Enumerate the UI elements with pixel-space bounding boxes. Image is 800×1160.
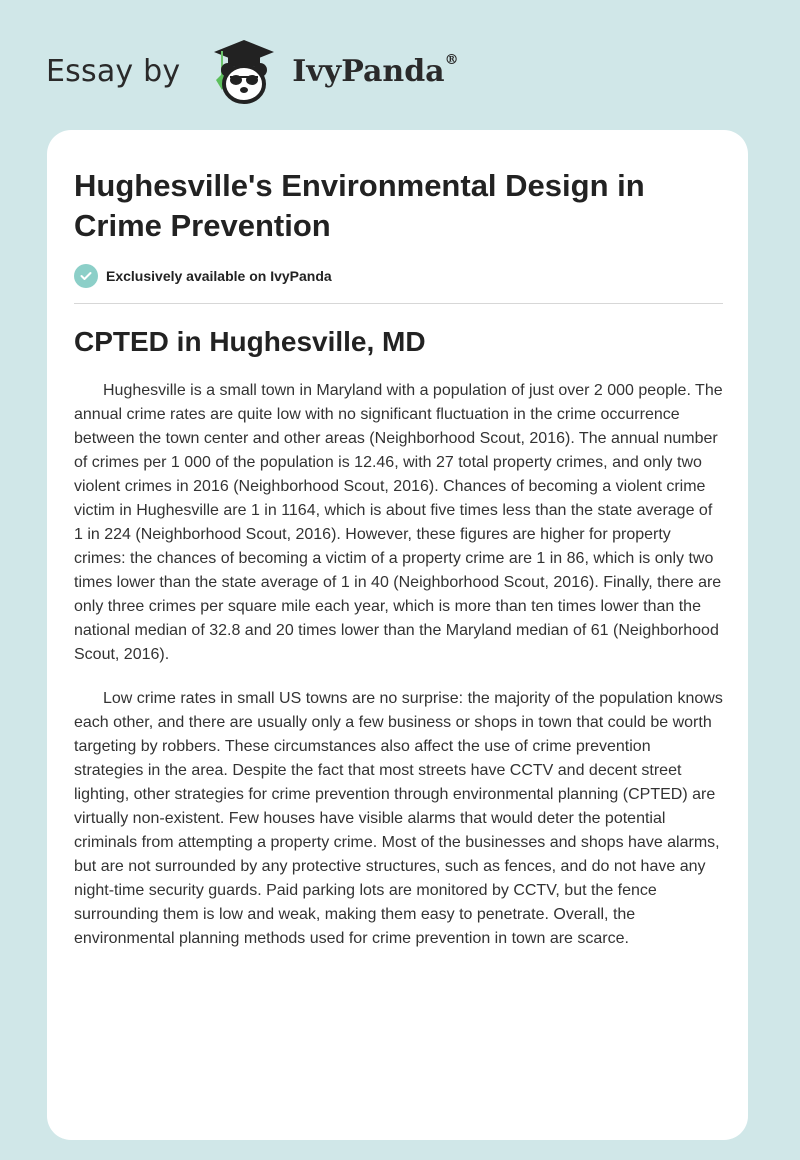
- registered-mark: ®: [444, 51, 459, 68]
- essay-by-label: Essay by: [46, 53, 181, 89]
- exclusive-badge: [74, 264, 332, 288]
- paragraph: Low crime rates in small US towns are no surprise: the majority of the population knows each other, and there are usually only a few business or shops in town that could be worth targeting by robbers. These circumstances also affect the use of crime prevention strategies in the area. Despite the fact that most streets have CCTV and decent street lighting, other strategies for crime prevention through environmental planning (CPTED) are virtually non-existent. Few houses have visible alarms that would deter the potential criminals from attempting a property crime. Most of the businesses and shops have alarms, but are not surrounded by any protective structures, such as fences, and do not have any night-time security guards. Paid parking lots are monitored by CCTV, but the fence surrounding them is low and weak, making them easy to penetrate. Overall, the environmental planning methods used for crime prevention in town are scarce.: [74, 690, 723, 947]
- section-heading: CPTED in Hughesville, MD: [74, 326, 426, 357]
- ivypanda-logo-icon[interactable]: [194, 36, 286, 106]
- brand-name: [292, 51, 459, 89]
- paragraph: Hughesville is a small town in Maryland with a population of just over 2 000 people. The annual crime rates are quite low with no significant fluctuation in the crime occurrence between the town center and other areas (Neighborhood Scout, 2016). The annual number of crimes per 1 000 of the population is 12.46, with 27 total property crimes, and only two violent crimes in 2016 (Neighborhood Scout, 2016). Chances of becoming a violent crime victim in Hughesville are 1 in 1164, which is about five times less than the state average of 1 in 224 (Neighborhood Scout, 2016). However, these figures are higher for property crimes: the chances of becoming a victim of a property crime are 1 in 86, which is only two times lower than the state average of 1 in 40 (Neighborhood Scout, 2016). Finally, there are only three crimes per square mile each year, which is more than ten times lower than the national median of 32.8 and 20 times lower than the Maryland median of 61 (Neighborhood Scout, 2016).: [74, 382, 723, 663]
- divider: [74, 303, 723, 304]
- check-icon: [74, 264, 98, 288]
- article-body: [74, 379, 724, 971]
- site-header: [46, 36, 459, 106]
- brand-text: IvyPanda: [292, 53, 445, 89]
- essay-card: [47, 130, 748, 1140]
- page-title: Hughesville's Environmental Design in Crime Prevention: [74, 168, 645, 243]
- badge-label: Exclusively available on IvyPanda: [106, 268, 332, 284]
